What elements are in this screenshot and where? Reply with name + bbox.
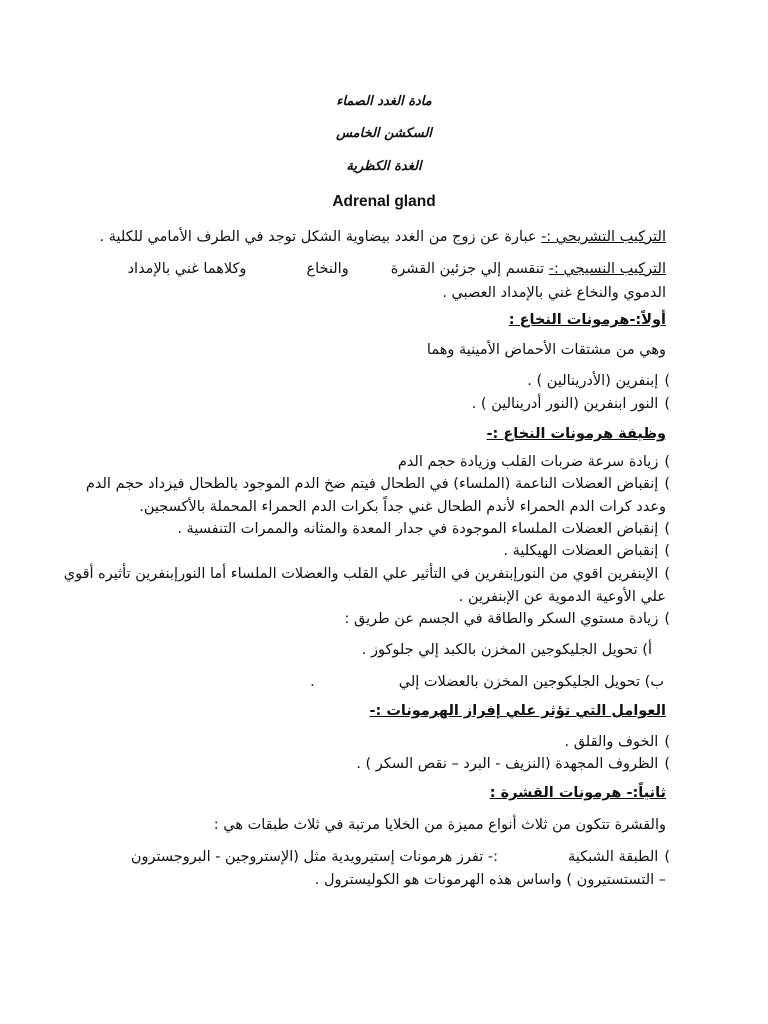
anatomy-text: عبارة عن زوج من الغدد بيضاوية الشكل توجد في الطرف الأمامي للكلية . — [99, 229, 542, 245]
function-sub-b: ب) تحويل الجليكوجين المخزن بالعضلات إلي. — [310, 674, 664, 690]
medulla-item: )إبنفرين (الأدرينالين ) . — [527, 373, 670, 389]
gland-title: الغدة الكظرية — [346, 159, 422, 174]
function-item: )إنقباض العضلات الهيكلية . — [503, 543, 670, 559]
factors-heading: العوامل التي تؤثر علي إفراز الهرمونات :- — [369, 703, 666, 719]
section-title: السكشن الخامس — [336, 126, 432, 141]
function-sub-a: أ) تحويل الجليكوجين المخزن بالكبد إلي جلوكوز . — [361, 642, 652, 658]
cortex-heading: ثانياً:- هرمونات القشرة : — [489, 785, 666, 801]
histology-line — [128, 259, 666, 279]
function-item: )إنقباض العضلات الناعمة (الملساء) في الطحال فيتم ضخ الدم الموجود بالطحال فيزداد حجم الدم — [85, 476, 670, 492]
function-item: )إنقباض العضلات الملساء الموجودة في جدار المعدة والمثانه والممرات التنفسية . — [177, 521, 670, 537]
subject-title: مادة الغدد الصماء — [336, 94, 432, 109]
medulla-item: )النور ابنفرين (النور أدرينالين ) . — [471, 396, 670, 412]
histology-part1: تنقسم إلي جزئين القشرة — [390, 261, 549, 277]
factors-item: )الظروف المجهدة (النزيف - البرد – نقص السكر ) . — [356, 756, 670, 772]
function-item: )زيادة مستوي السكر والطاقة في الجسم عن طريق : — [344, 611, 670, 627]
cortex-item-line2: – التستستيرون ) واساس هذه الهرمونات هو الكوليسترول . — [314, 872, 666, 888]
cortex-intro: والقشرة تتكون من ثلاث أنواع مميزة من الخلايا مرتبة في ثلاث طبقات هي : — [213, 817, 666, 833]
histology-line2: الدموي والنخاع غني بالإمداد العصبي . — [442, 285, 666, 301]
medulla-intro: وهي من مشتقات الأحماض الأمينية وهما — [426, 342, 666, 358]
function-item: )الإبنفرين اقوي من النورإبنفرين في التأثير علي القلب والعضلات الملساء أما النورإبنفرين تأثيره أقوي — [63, 566, 670, 582]
medulla-heading: أولاً:-هرمونات النخاع : — [508, 312, 666, 328]
cortex-item: )الطبقة الشبكية:- تفرز هرمونات إستيرويدية مثل (الإستروجين - البروجسترون — [130, 849, 670, 865]
function-cont-line: وعدد كرات الدم الحمراء لأندم الطحال غني جداً بكرات الدم الحمراء المحملة بالأكسجين. — [139, 499, 666, 515]
cortex-item-text: :- تفرز هرمونات إستيرويدية مثل (الإستروجين - البروجسترون — [130, 849, 498, 865]
factors-item: )الخوف والقلق . — [564, 734, 670, 750]
histology-label: التركيب النسيجي :- — [548, 261, 666, 277]
histology-part2: والنخاع — [306, 261, 349, 277]
cortex-item-label: الطبقة الشبكية — [567, 849, 659, 865]
histology-part3: وكلاهما غني بالإمداد — [127, 261, 247, 277]
anatomy-label: التركيب التشريحي :- — [541, 229, 666, 245]
anatomy-line — [100, 227, 666, 247]
function-item: )زيادة سرعة ضربات القلب وزيادة حجم الدم — [397, 454, 670, 470]
english-title: Adrenal gland — [332, 193, 436, 210]
function-heading: وظيفة هرمونات النخاع :- — [486, 426, 666, 442]
function-cont-line2: علي الأوعية الدموية عن الإبنفرين . — [458, 589, 666, 605]
